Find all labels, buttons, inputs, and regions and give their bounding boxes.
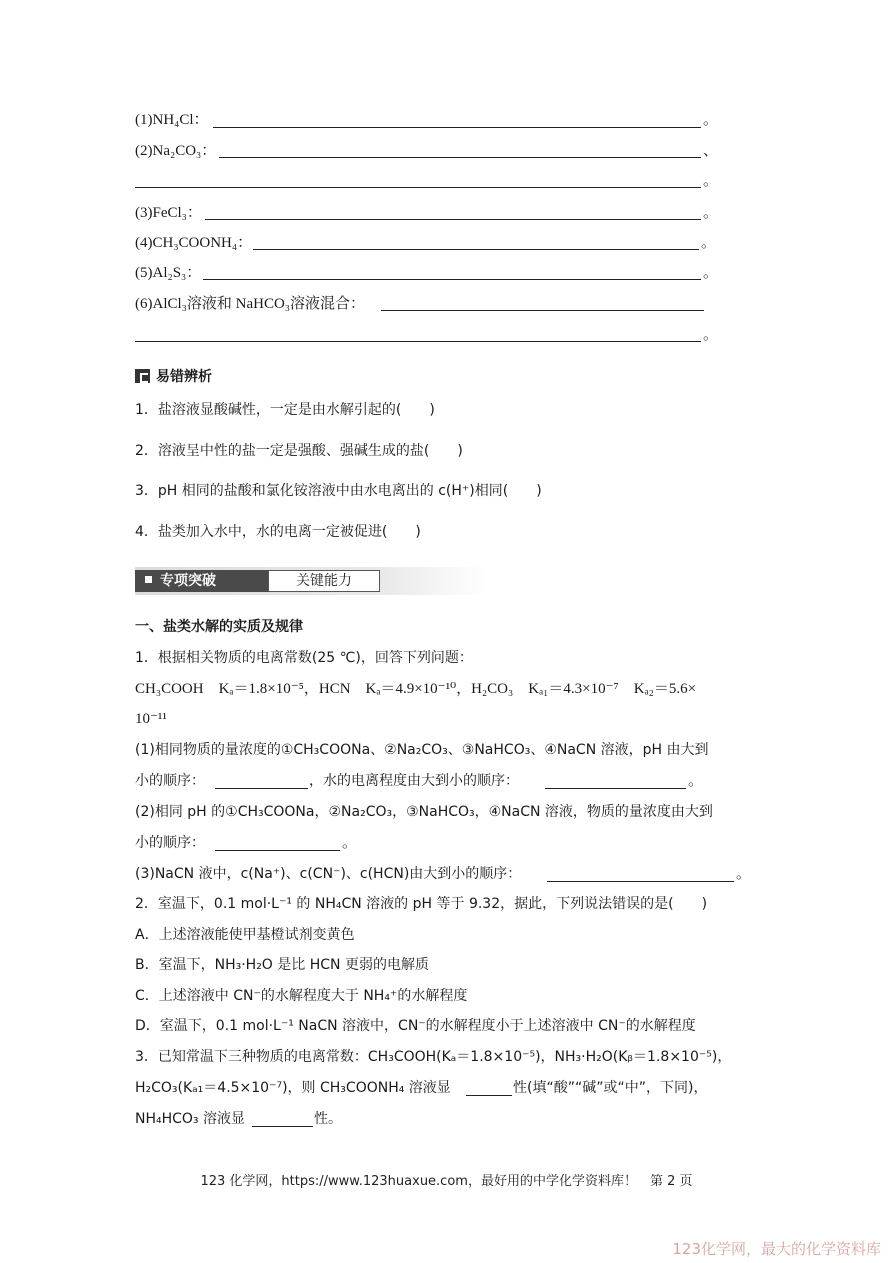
- sub-question-1-blank-1: [215, 788, 308, 789]
- question-3-blank-2: [252, 1126, 313, 1127]
- error-item-2: 2．溶液呈中性的盐一定是强酸、强碱生成的盐( ): [135, 443, 463, 459]
- question-1-stem: 1．根据相关物质的电离常数(25 ℃)，回答下列问题：: [135, 650, 473, 666]
- fill-item-2-line: [219, 157, 701, 158]
- fill-item-5-line: [203, 279, 701, 280]
- fill-item-6-line: [381, 310, 704, 311]
- fill-item-5-label: (5)Al₂S₃：: [135, 265, 202, 281]
- question-3-line-2a: H₂CO₃(Kₐ₁＝4.5×10⁻⁷)，则 CH₃COONH₄ 溶液显: [135, 1080, 451, 1096]
- fill-item-5-period: 。: [703, 265, 719, 281]
- fill-item-3-line: [205, 219, 701, 220]
- error-analysis-title: 易错辨析: [156, 369, 212, 385]
- section-banner: [135, 567, 487, 595]
- sub-question-1-line-1: (1)相同物质的量浓度的①CH₃COONa、②Na₂CO₃、③NaHCO₃、④NaCN 溶液，pH 由大到: [135, 742, 709, 758]
- error-item-1: 1．盐溶液显酸碱性，一定是由水解引起的( ): [135, 402, 435, 418]
- fill-item-6-label: (6)AlCl₃溶液和 NaHCO₃溶液混合：: [135, 296, 366, 312]
- question-2-option-a: A．上述溶液能使甲基橙试剂变黄色: [135, 927, 355, 943]
- error-item-4: 4．盐类加入水中，水的电离一定被促进( ): [135, 524, 421, 540]
- section-flag-icon: [135, 369, 150, 383]
- fill-item-2-mark: 、: [703, 143, 719, 159]
- banner-light-label: 关键能力: [268, 570, 380, 592]
- sub-question-3-line: (3)NaCN 液中，c(Na⁺)、c(CN⁻)、c(HCN)由大到小的顺序：: [135, 866, 522, 882]
- fill-item-6-period: 。: [703, 327, 719, 343]
- fill-item-2-label: (2)Na₂CO₃：: [135, 143, 217, 159]
- fill-item-4-line: [253, 249, 699, 250]
- fill-item-1-label: (1)NH₄Cl：: [135, 112, 209, 128]
- constants-line-2: 10⁻¹¹: [135, 711, 167, 727]
- error-item-3: 3．pH 相同的盐酸和氯化铵溶液中由水电离出的 c(H⁺)相同( ): [135, 483, 542, 499]
- sub-question-1-blank-2: [545, 788, 686, 789]
- question-2-stem: 2．室温下，0.1 mol·L⁻¹ 的 NH₄CN 溶液的 pH 等于 9.32，据此，下列说法错误的是( ): [135, 896, 708, 912]
- watermark-text: 123化学网，最大的化学资料库: [672, 1240, 881, 1258]
- banner-dark-label: 专项突破: [160, 573, 216, 589]
- sub-question-2-line-1: (2)相同 pH 的①CH₃COONa，②Na₂CO₃，③NaHCO₃，④NaCN 溶液，物质的量浓度由大到: [135, 804, 713, 820]
- fill-item-1-line: [213, 127, 701, 128]
- banner-dark-tab: [135, 570, 268, 592]
- fill-item-6-line-2: [135, 341, 701, 342]
- sub-question-1-period: 。: [688, 773, 704, 789]
- question-2-option-c: C．上述溶液中 CN⁻的水解程度大于 NH₄⁺的水解程度: [135, 988, 468, 1004]
- question-2-option-d: D．室温下，0.1 mol·L⁻¹ NaCN 溶液中，CN⁻的水解程度小于上述溶液中 CN⁻的水解程度: [135, 1018, 696, 1034]
- sub-question-3-period: 。: [736, 866, 752, 882]
- section-1-title: 一、盐类水解的实质及规律: [135, 619, 303, 635]
- fill-item-1-period: 。: [703, 112, 719, 128]
- sub-question-1-line-2b: ，水的电离程度由大到小的顺序：: [309, 773, 519, 789]
- question-3-line-3a: NH₄HCO₃ 溶液显: [135, 1111, 245, 1127]
- fill-item-4-period: 。: [701, 235, 717, 251]
- constants-line-1: CH₃COOH Kₐ＝1.8×10⁻⁵，HCN Kₐ＝4.9×10⁻¹⁰，H₂CO₃ Kₐ₁＝4.3×10⁻⁷ Kₐ₂＝5.6×: [135, 681, 697, 697]
- square-bullet-icon: [145, 576, 152, 583]
- question-3-blank-1: [466, 1095, 512, 1096]
- sub-question-2-blank: [215, 850, 340, 851]
- question-3-line-1: 3．已知常温下三种物质的电离常数：CH₃COOH(Kₐ＝1.8×10⁻⁵)，NH₃·H₂O(Kᵦ＝1.8×10⁻⁵)，: [135, 1049, 732, 1065]
- question-3-line-2b: 性(填“酸”“碱”或“中”，下同)，: [513, 1080, 708, 1096]
- fill-item-4-label: (4)CH₃COONH₄：: [135, 235, 253, 251]
- question-3-line-3b: 性。: [314, 1111, 342, 1127]
- fill-item-3-period: 。: [703, 205, 719, 221]
- sub-question-2-period: 。: [342, 835, 358, 851]
- fill-item-2-line-2: [135, 187, 701, 188]
- sub-question-3-blank: [547, 881, 734, 882]
- fill-item-3-label: (3)FeCl₃：: [135, 205, 202, 221]
- sub-question-1-line-2a: 小的顺序：: [135, 773, 205, 789]
- error-analysis-heading: [135, 368, 212, 386]
- fill-item-2-period: 。: [703, 173, 719, 189]
- question-2-option-b: B．室温下，NH₃·H₂O 是比 HCN 更弱的电解质: [135, 957, 429, 973]
- page-footer: 123 化学网，https://www.123huaxue.com，最好用的中学化学资料库！ 第 2 页: [200, 1174, 693, 1189]
- sub-question-2-line-2: 小的顺序：: [135, 835, 205, 851]
